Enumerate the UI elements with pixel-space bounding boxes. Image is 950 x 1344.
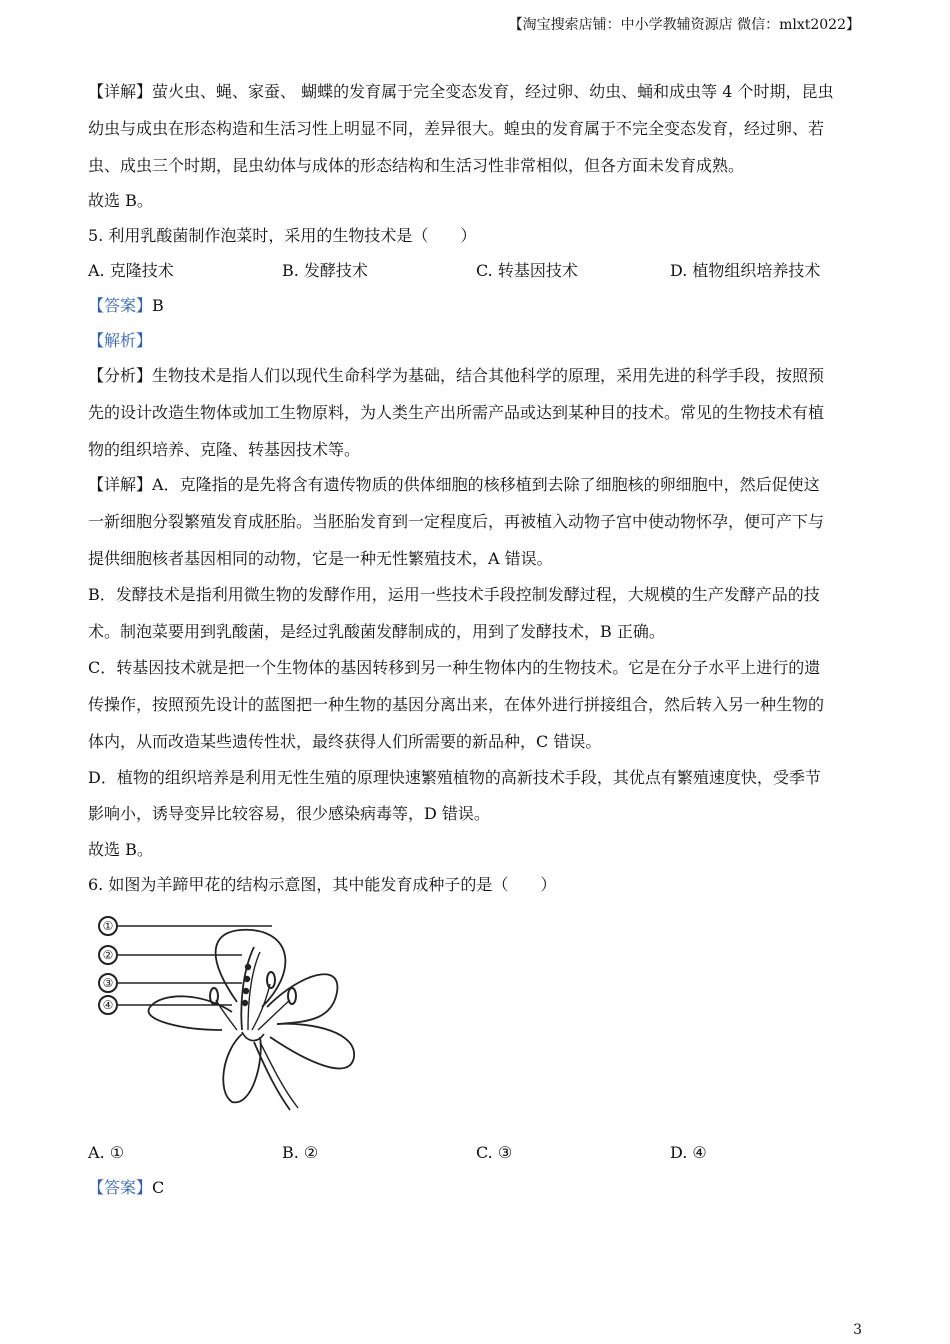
q6-answer [88,1178,868,1198]
answer-value: C [152,1178,165,1197]
q5-detail-line-3: 提供细胞核者基因相同的动物，它是一种无性繁殖技术，A 错误。 [88,549,553,568]
q6-option-d: D. ④ [670,1143,707,1162]
q5-option-c: C. 转基因技术 [476,261,578,280]
q5-analysis-line-1: 【分析】生物技术是指人们以现代生命科学为基础，结合其他科学的原理，采用先进的科学手段，按照预 [88,366,825,385]
q4-detail-line-3: 虫、成虫三个时期，昆虫幼体与成体的形态结构和生活习性非常相似，但各方面未发育成熟。 [88,156,745,175]
q5-analysis-line-3: 物的组织培养、克隆、转基因技术等。 [88,440,361,459]
page-header: 【淘宝搜索店铺：中小学教辅资源店 微信：mlxt2022】 [508,17,860,33]
q5-detail-line-2: 一新细胞分裂繁殖发育成胚胎。当胚胎发育到一定程度后，再被植入动物子宫中使动物怀孕，便可产下与 [88,512,825,531]
q4-detail-line-1: 【详解】萤火虫、蝇、家蚕、 蝴蝶的发育属于完全变态发育，经过卵、幼虫、蛹和成虫等 4 个时期，昆虫 [88,82,834,101]
q6-option-b: B. ② [282,1143,319,1162]
answer-tag: 【答案】 [88,1178,153,1197]
q5-detail-line-4: B．发酵技术是指利用微生物的发酵作用，运用一些技术手段控制发酵过程，大规模的生产发酵产品的技 [88,585,820,604]
q5-detail-line-8: 体内，从而改造某些遗传性状，最终获得人们所需要的新品种，C 错误。 [88,732,602,751]
q5-detail-line-1: 【详解】A．克隆指的是先将含有遗传物质的供体细胞的核移植到去除了细胞核的卵细胞中，然后促使这 [88,475,820,494]
figure-label-4: ④ [102,998,114,1012]
q5-stem: 5. 利用乳酸菌制作泡菜时，采用的生物技术是（ ） [88,226,477,245]
answer-tag: 【答案】 [88,296,153,315]
q5-analysis-line-2: 先的设计改造生物体或加工生物原料，为人类生产出所需产品或达到某种目的技术。常见的生物技术有植 [88,403,825,422]
figure-label-3: ③ [102,976,114,990]
q6-option-a: A. ① [88,1143,125,1162]
q5-detail-line-10: 影响小，诱导变异比较容易，很少感染病毒等，D 错误。 [88,804,490,823]
q5-conclusion: 故选 B。 [88,840,153,859]
detail-tag: 【详解】 [88,82,153,101]
q5-answer [88,296,868,316]
q6-stem: 6. 如图为羊蹄甲花的结构示意图，其中能发育成种子的是（ ） [88,875,557,894]
detail-tag: 【详解】 [88,475,153,494]
q4-detail-line-2: 幼虫与成虫在形态构造和生活习性上明显不同，差异很大。蝗虫的发育属于不完全变态发育，经过卵、若 [88,119,825,138]
q5-detail-line-5: 术。制泡菜要用到乳酸菌，是经过乳酸菌发酵制成的，用到了发酵技术，B 正确。 [88,622,665,641]
q5-detail-line-9: D．植物的组织培养是利用无性生殖的原理快速繁殖植物的高新技术手段，其优点有繁殖速度快，受季节 [88,768,821,787]
figure-label-1: ① [102,919,114,933]
flower-diagram [92,912,372,1116]
q5-option-a: A. 克隆技术 [88,261,174,280]
q5-option-b: B. 发酵技术 [282,261,368,280]
q6-option-c: C. ③ [476,1143,513,1162]
q4-conclusion: 故选 B。 [88,191,153,210]
q5-analysis-tag: 【解析】 [88,331,153,350]
answer-value: B [152,296,164,315]
q5-detail-line-6: C．转基因技术就是把一个生物体的基因转移到另一种生物体内的生物技术。它是在分子水平上进行的遗 [88,658,821,677]
q5-option-d: D. 植物组织培养技术 [670,261,821,280]
page-number: 3 [853,1322,862,1338]
analysis-tag: 【分析】 [88,366,153,385]
figure-label-2: ② [102,948,114,962]
q5-detail-line-7: 传操作，按照预先设计的蓝图把一种生物的基因分离出来，在体外进行拼接组合，然后转入另一种生物的 [88,695,825,714]
